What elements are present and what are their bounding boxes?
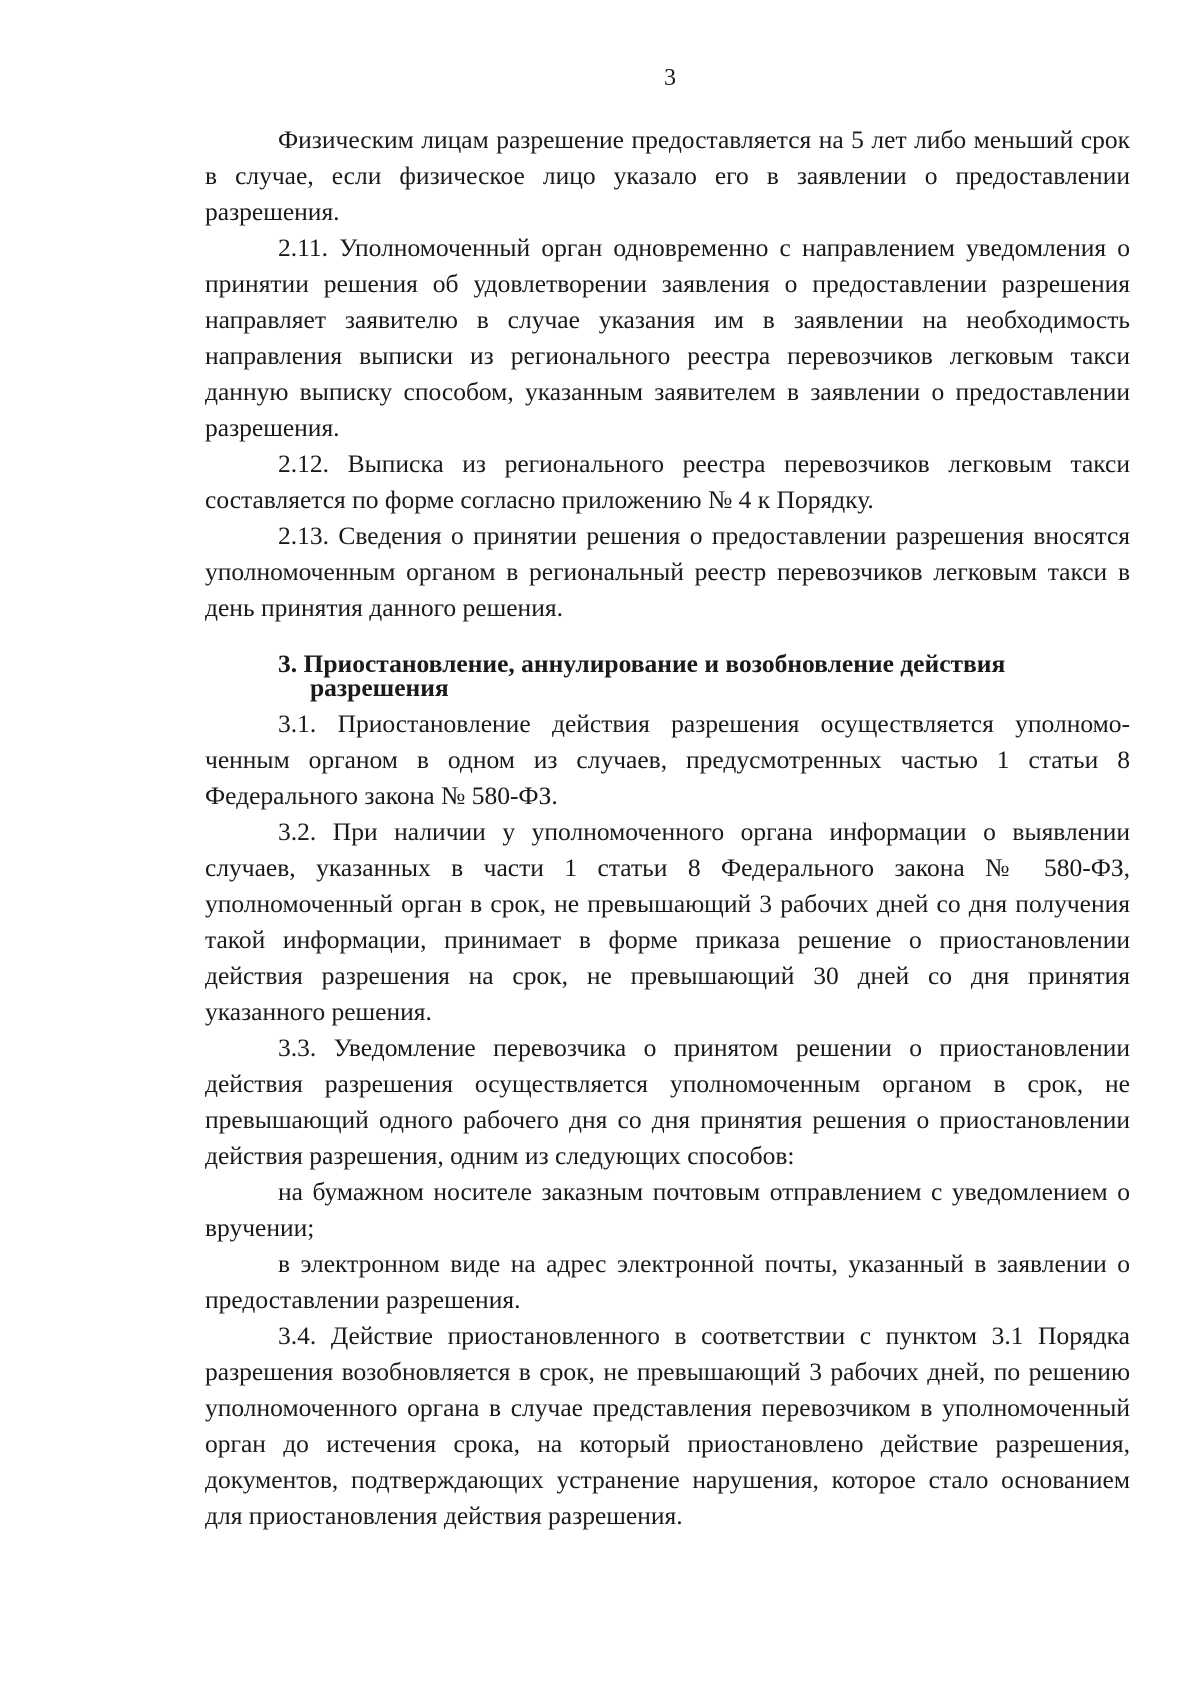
paragraph-3-4: 3.4. Действие приостановленного в соответствии с пунктом 3.1 Порядка разрешения возобновляется в срок, не превышающий 3 рабочих дней, по решению уполномоченного органа в случае представления перевозчиком в уполномоченный орган до истечения срока, на который приостановлено действие разрешения, документов, подтверждающих устранение нарушения, которое стало основанием для приостановления действия разрешения. (205, 1321, 1130, 1530)
paragraph-3-3-electronic-method: в электронном виде на адрес электронной почты, указанный в заявлении о предоставлении разрешения. (205, 1249, 1130, 1314)
document-body (205, 122, 1130, 1534)
paragraph-2-13: 2.13. Сведения о принятии решения о предоставлении разрешения вносятся уполномоченным органом в региональный реестр перевозчиков легковым такси в день принятия данного решения. (205, 521, 1130, 622)
section-3-heading-line2: разрешения (310, 673, 449, 702)
section-3-heading-line1: 3. Приостановление, аннулирование и возобновление действия (278, 649, 1006, 678)
paragraph-3-2: 3.2. При наличии у уполномоченного органа информации о выявлении случаев, указанных в части 1 статьи 8 Федерального закона № 580-ФЗ, уполномоченный орган в срок, не превышающий 3 рабочих дней со дня получения такой информации, принимает в форме приказа решение о приостановлении действия разрешения на срок, не превышающий 30 дней со дня принятия указанного решения. (205, 817, 1130, 1026)
paragraph-3-1: 3.1. Приостановление действия разрешения осуществляется уполномоченным органом в одном из случаев, предусмотренных частью 1 статьи 8 Федерального закона № 580-ФЗ. (205, 709, 1130, 810)
section-3-heading (205, 649, 1130, 702)
paragraph-3-3: 3.3. Уведомление перевозчика о принятом решении о приостановлении действия разрешения осуществляется уполномоченным органом в срок, не превышающий одного рабочего дня со дня принятия решения о приостановлении действия разрешения, одним из следующих способов: (205, 1033, 1130, 1170)
paragraph-2-11: 2.11. Уполномоченный орган одновременно с направлением уведомления о принятии решения об удовлетворении заявления о предоставлении разрешения направляет заявителю в случае указания им в заявлении на необходимость направления выписки из регионального реестра перевозчиков легковым такси данную выписку способом, указанным заявителем в заявлении о предоставлении разрешения. (205, 233, 1130, 442)
paragraph-individuals-term: Физическим лицам разрешение предоставляется на 5 лет либо меньший срок в случае, если физическое лицо указало его в заявлении о предоставлении разрешения. (205, 125, 1130, 226)
paragraph-3-3-paper-method: на бумажном носителе заказным почтовым отправлением с уведомлением о вручении; (205, 1177, 1130, 1242)
paragraph-2-12: 2.12. Выписка из регионального реестра перевозчиков легковым такси составляется по форме согласно приложению № 4 к Порядку. (205, 449, 1130, 514)
page-number: 3 (664, 65, 676, 91)
